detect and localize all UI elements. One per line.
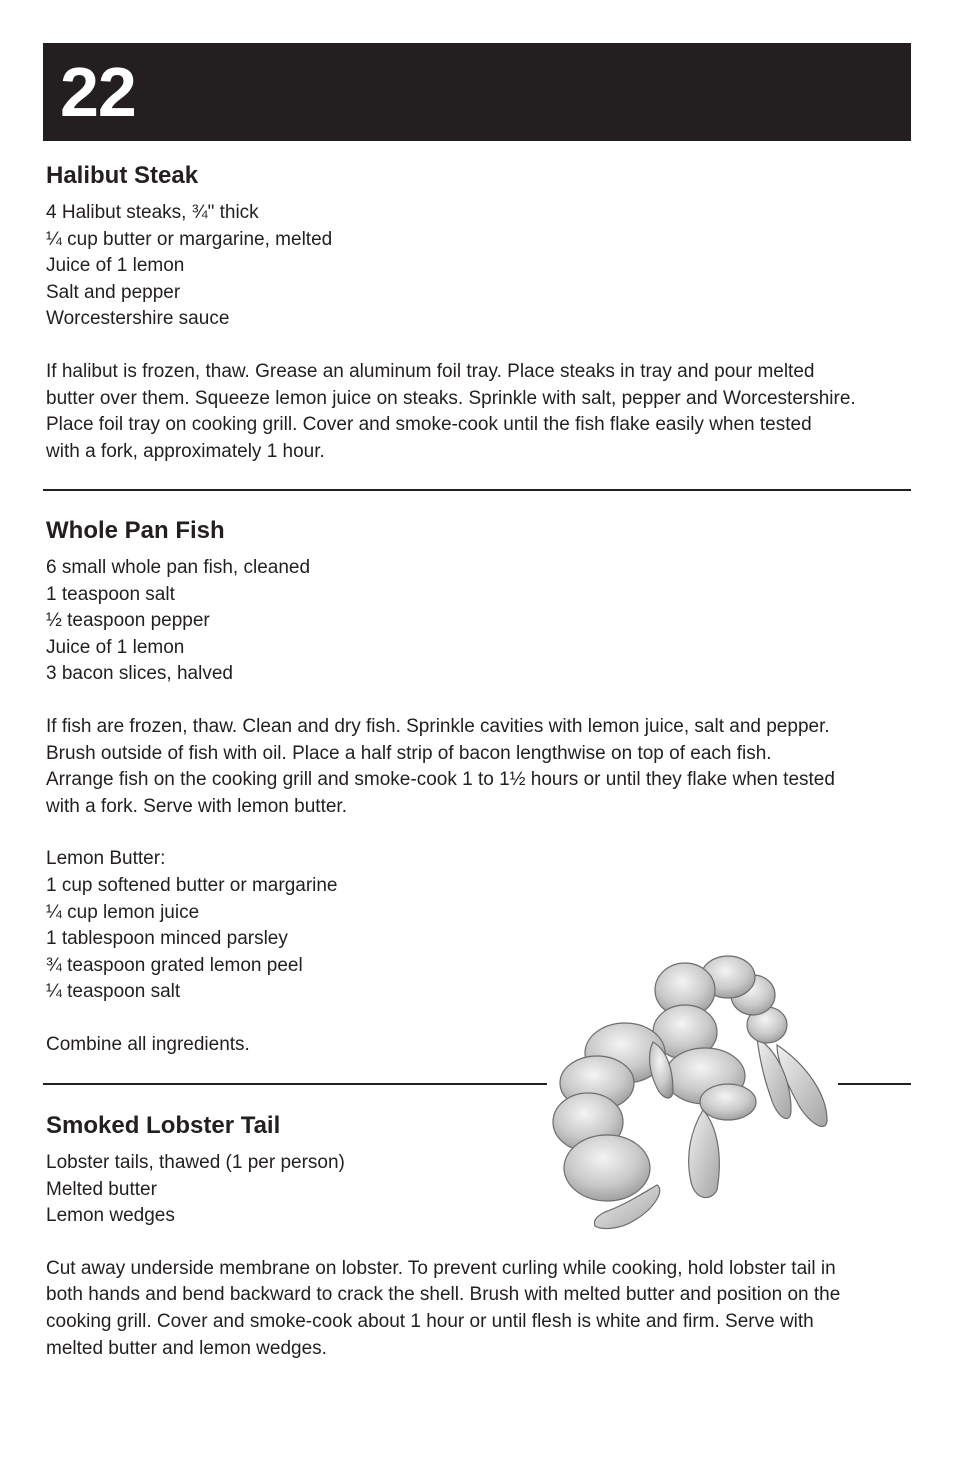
ingredient: Salt and pepper bbox=[46, 281, 181, 303]
directions bbox=[46, 714, 911, 820]
directions-line: Cut away underside membrane on lobster. To prevent curling while cooking, hold lobster tail in bbox=[46, 1257, 836, 1279]
ingredient: Juice of 1 lemon bbox=[46, 255, 185, 277]
page-number: 22 bbox=[60, 53, 136, 131]
page-header-bar bbox=[43, 43, 911, 141]
lobster-tail-left bbox=[553, 1023, 673, 1228]
directions bbox=[46, 359, 911, 465]
directions-line: with a fork, approximately 1 hour. bbox=[46, 440, 325, 462]
section-divider bbox=[43, 1083, 547, 1085]
ingredient: Juice of 1 lemon bbox=[46, 636, 185, 658]
ingredient: ½ teaspoon pepper bbox=[46, 610, 210, 632]
directions bbox=[46, 1256, 911, 1362]
directions-line: both hands and bend backward to crack the shell. Brush with melted butter and position on the bbox=[46, 1284, 841, 1306]
directions-line: Place foil tray on cooking grill. Cover and smoke-cook until the fish flake easily when tested bbox=[46, 414, 812, 436]
directions-line: melted butter and lemon wedges. bbox=[46, 1337, 327, 1359]
ingredient: 4 Halibut steaks, ¾" thick bbox=[46, 202, 259, 223]
ingredient: 1 tablespoon minced parsley bbox=[46, 928, 288, 950]
ingredient: 1 cup softened butter or margarine bbox=[46, 874, 338, 896]
ingredient: ¼ teaspoon salt bbox=[46, 981, 181, 1003]
directions-line: Combine all ingredients. bbox=[46, 1033, 250, 1055]
ingredient: Worcestershire sauce bbox=[46, 308, 230, 330]
section-divider-right bbox=[838, 1083, 911, 1085]
ingredient: 3 bacon slices, halved bbox=[46, 663, 233, 685]
directions-line: with a fork. Serve with lemon butter. bbox=[46, 795, 347, 817]
directions-line: If halibut is frozen, thaw. Grease an aluminum foil tray. Place steaks in tray and pour melted bbox=[46, 360, 815, 382]
ingredient: Melted butter bbox=[46, 1178, 157, 1200]
ingredient: ¼ cup lemon juice bbox=[46, 901, 200, 923]
recipe-title: Whole Pan Fish bbox=[46, 517, 225, 544]
ingredient-list bbox=[46, 555, 911, 688]
recipe-title: Halibut Steak bbox=[46, 162, 199, 189]
directions-line: If fish are frozen, thaw. Clean and dry fish. Sprinkle cavities with lemon juice, salt and pepper. bbox=[46, 715, 830, 737]
recipe-title: Smoked Lobster Tail bbox=[46, 1112, 281, 1139]
section-divider bbox=[43, 489, 911, 491]
directions-line: Brush outside of fish with oil. Place a half strip of bacon lengthwise on top of each fish. bbox=[46, 742, 772, 764]
ingredient: 6 small whole pan fish, cleaned bbox=[46, 557, 311, 578]
directions-line: butter over them. Squeeze lemon juice on steaks. Sprinkle with salt, pepper and Worcestershire. bbox=[46, 387, 856, 409]
ingredient: ¾ teaspoon grated lemon peel bbox=[46, 954, 303, 976]
recipe-halibut-steak bbox=[46, 161, 911, 465]
ingredient-list bbox=[46, 200, 911, 333]
directions-line: Arrange fish on the cooking grill and smoke-cook 1 to 1½ hours or until they flake when tested bbox=[46, 769, 835, 791]
lemon-butter-heading: Lemon Butter: bbox=[46, 848, 166, 870]
directions-line: cooking grill. Cover and smoke-cook about 1 hour or until flesh is white and firm. Serve with bbox=[46, 1310, 814, 1332]
ingredient: 1 teaspoon salt bbox=[46, 583, 175, 605]
ingredient: Lobster tails, thawed (1 per person) bbox=[46, 1152, 345, 1173]
lobster-tail-illustration bbox=[545, 950, 840, 1235]
lobster-tail-right bbox=[653, 956, 827, 1198]
ingredient: ¼ cup butter or margarine, melted bbox=[46, 228, 333, 250]
ingredient: Lemon wedges bbox=[46, 1205, 175, 1227]
